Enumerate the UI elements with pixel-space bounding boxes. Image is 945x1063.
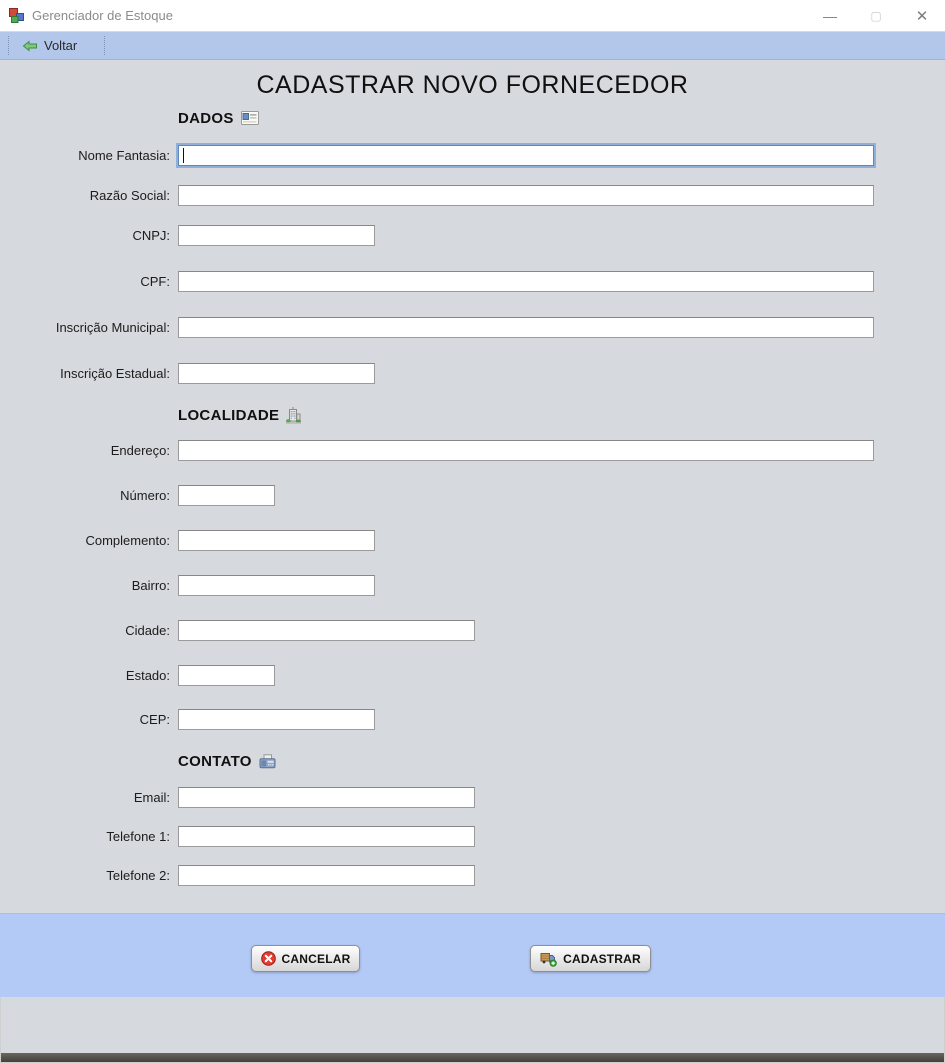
cancel-button-label: CANCELAR xyxy=(281,951,351,966)
toolbar xyxy=(0,31,945,60)
vcard-icon xyxy=(241,111,259,125)
cep-label: CEP: xyxy=(139,712,170,727)
cpf-label: CPF: xyxy=(140,274,170,289)
estado-input[interactable] xyxy=(178,665,275,686)
estado-label: Estado: xyxy=(125,668,170,683)
inscricao-estadual-label: Inscrição Estadual: xyxy=(60,366,170,381)
form-panel xyxy=(0,60,945,913)
nome-fantasia-row xyxy=(0,145,945,167)
cancel-button[interactable] xyxy=(251,945,360,972)
numero-input[interactable] xyxy=(178,485,275,506)
maximize-button[interactable]: ▢ xyxy=(853,0,899,31)
fax-icon xyxy=(259,754,276,769)
razao-social-label: Razão Social: xyxy=(89,188,170,203)
section-title: CONTATO xyxy=(178,752,252,770)
add-supplier-truck-icon xyxy=(540,951,557,967)
register-button-label: CADASTRAR xyxy=(563,951,641,966)
bairro-input[interactable] xyxy=(178,575,375,596)
inscricao-municipal-label: Inscrição Municipal: xyxy=(55,320,170,335)
toolbar-separator xyxy=(104,36,105,55)
back-button-label: Voltar xyxy=(44,38,78,53)
complemento-row xyxy=(0,530,945,552)
section-header-contato xyxy=(178,751,276,771)
cnpj-row xyxy=(0,225,945,247)
register-button[interactable] xyxy=(530,945,651,972)
numero-label: Número: xyxy=(120,488,170,503)
section-title: LOCALIDADE xyxy=(178,406,280,424)
numero-row xyxy=(0,485,945,507)
back-arrow-icon xyxy=(22,38,38,54)
telefone-1-row xyxy=(0,826,945,848)
telefone-1-label: Telefone 1: xyxy=(106,829,170,844)
section-header-dados xyxy=(178,108,259,128)
telefone-2-row xyxy=(0,865,945,887)
title-bar xyxy=(0,0,945,31)
section-header-localidade xyxy=(178,405,301,425)
endereco-row xyxy=(0,440,945,462)
cidade-input[interactable] xyxy=(178,620,475,641)
inscricao-estadual-input[interactable] xyxy=(178,363,375,384)
estado-row xyxy=(0,665,945,687)
bottom-edge-strip xyxy=(0,1053,945,1063)
email-label: Email: xyxy=(133,790,170,805)
cancel-x-icon xyxy=(261,951,276,966)
cnpj-input[interactable] xyxy=(178,225,375,246)
window-controls xyxy=(807,0,945,31)
app-cubes-icon xyxy=(8,7,25,24)
action-bar xyxy=(0,913,945,997)
complemento-input[interactable] xyxy=(178,530,375,551)
building-icon xyxy=(286,407,301,424)
inscricao-municipal-row xyxy=(0,317,945,339)
window-title: Gerenciador de Estoque xyxy=(32,8,173,23)
nome-fantasia-input[interactable] xyxy=(178,145,874,166)
telefone-1-input[interactable] xyxy=(178,826,475,847)
razao-social-input[interactable] xyxy=(178,185,874,206)
section-title: DADOS xyxy=(178,109,234,127)
telefone-2-input[interactable] xyxy=(178,865,475,886)
nome-fantasia-label: Nome Fantasia: xyxy=(78,148,170,163)
minimize-button[interactable]: — xyxy=(807,0,853,31)
endereco-label: Endereço: xyxy=(110,443,170,458)
cidade-row xyxy=(0,620,945,642)
cidade-label: Cidade: xyxy=(125,623,170,638)
cpf-row xyxy=(0,271,945,293)
email-row xyxy=(0,787,945,809)
cep-input[interactable] xyxy=(178,709,375,730)
razao-social-row xyxy=(0,185,945,207)
endereco-input[interactable] xyxy=(178,440,874,461)
toolbar-grip xyxy=(8,36,9,55)
complemento-label: Complemento: xyxy=(85,533,170,548)
bairro-label: Bairro: xyxy=(131,578,170,593)
inscricao-estadual-row xyxy=(0,363,945,385)
page-title: CADASTRAR NOVO FORNECEDOR xyxy=(256,71,689,99)
close-button[interactable]: ✕ xyxy=(899,0,945,31)
text-caret xyxy=(183,148,184,163)
telefone-2-label: Telefone 2: xyxy=(106,868,170,883)
cnpj-label: CNPJ: xyxy=(132,228,170,243)
footer-area xyxy=(0,997,945,1053)
cep-row xyxy=(0,709,945,731)
email-input[interactable] xyxy=(178,787,475,808)
bairro-row xyxy=(0,575,945,597)
back-button[interactable] xyxy=(16,34,83,57)
cpf-input[interactable] xyxy=(178,271,874,292)
inscricao-municipal-input[interactable] xyxy=(178,317,874,338)
